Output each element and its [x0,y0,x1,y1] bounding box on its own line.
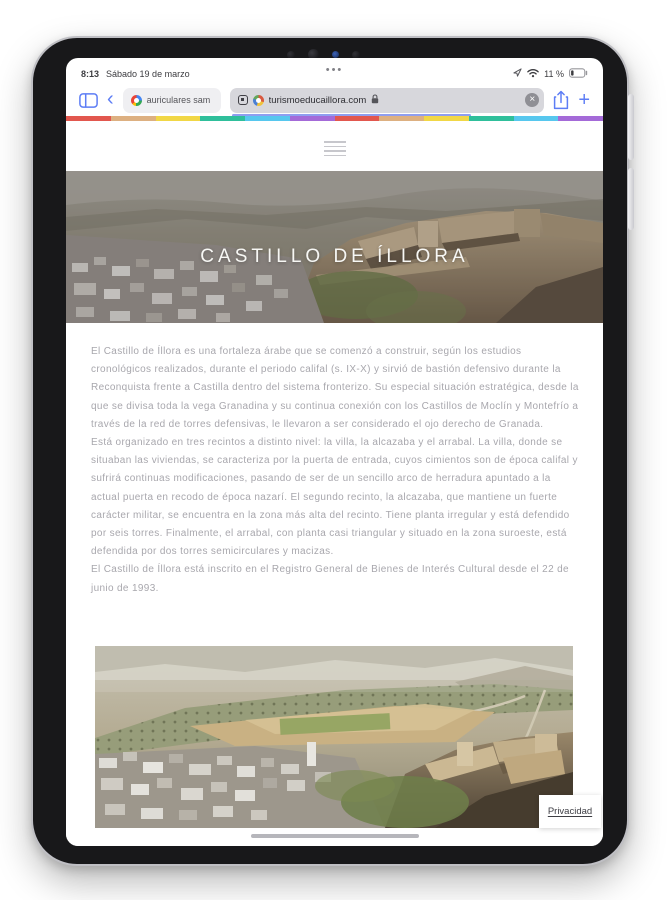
menu-line [324,155,346,157]
sidebar-toggle-button[interactable] [79,93,98,108]
tab-auriculares[interactable] [123,88,221,113]
volume-up-button[interactable] [628,94,634,160]
privacy-label: Privacidad [547,806,593,817]
status-left [81,69,190,79]
article-body [91,343,580,598]
url-text: turismoeducaillora.com [268,94,367,106]
location-arrow-icon [513,68,522,79]
status-date: Sábado 19 de marzo [106,68,190,79]
multitasking-dots-button[interactable]: ••• [325,64,344,76]
tab-label: auriculares sam [146,95,211,105]
camera-lens-icon [332,51,339,58]
volume-down-button[interactable] [628,168,634,230]
status-bar [66,58,603,84]
clock-time: 8:13 [81,68,100,79]
hero-image [66,171,603,323]
hamburger-menu-button[interactable] [321,138,349,159]
site-favicon-icon [253,95,264,106]
google-favicon-icon [131,95,142,106]
tablet-device-frame [31,36,629,866]
paragraph: El Castillo de Íllora es una fortaleza árabe que se comenzó a construir, según los estudios cronológicos realizados, durante el periodo califal (s. IX-X) y sirvió de bastión defensivo durante la Reconquista frente a Castilla dentro del sistema fronterizo. Su especial situación estratégica, desde la que se divisa toda la vega Granadina y su continua conexión con los Castillos de Moclín y Montefrío a través de la red de torres defensivas, le llevaron a ser considerado el ojo derecho de Granada. [91,346,579,430]
menu-line [324,146,346,148]
back-button[interactable]: ‹ [107,87,114,110]
stop-loading-button[interactable]: × [525,93,539,107]
share-button[interactable] [553,90,569,110]
page-title: CASTILLO DE ÍLLORA [200,246,469,267]
privacy-button[interactable] [539,795,601,828]
status-right [513,68,588,80]
menu-line [324,150,346,152]
address-bar-active-tab[interactable] [230,88,545,113]
battery-percent: 11 % [544,68,564,79]
lock-icon [371,94,379,107]
new-tab-button[interactable]: + [578,89,590,111]
browser-toolbar [66,84,603,116]
reader-view-icon[interactable] [238,95,248,105]
home-indicator[interactable] [251,834,419,838]
battery-icon [569,68,588,80]
paragraph: El Castillo de Íllora está inscrito en el Registro General de Bienes de Interés Cultural desde el 22 de junio de 1993. [91,564,569,594]
webpage-content [66,121,603,846]
castle-aerial-photo [95,646,573,828]
wifi-icon [527,68,539,80]
paragraph: Está organizado en tres recintos a distinto nivel: la villa, la alcazaba y el arrabal. La villa, donde se situaban las viviendas, se caracteriza por la puerta de entrada, cuyos cimientos son de época califal y sufrirá continuas modificaciones, pasando de ser de un sencillo arco de herradura apuntado a la actual puerta en recodo de época nazarí. El segundo recinto, la alcazaba, que mantiene un fuerte carácter militar, se encuentra en la zona más alta del recinto. Tiene planta irregular y está defendido por seis torres. Finalmente, el arrabal, con planta casi triangular y situado en la zona suroeste, está defendida por dos torres semicirculares y macizas. [91,437,578,558]
tablet-screen [66,58,603,846]
castle-aerial-image [95,646,573,828]
menu-line [324,141,346,143]
